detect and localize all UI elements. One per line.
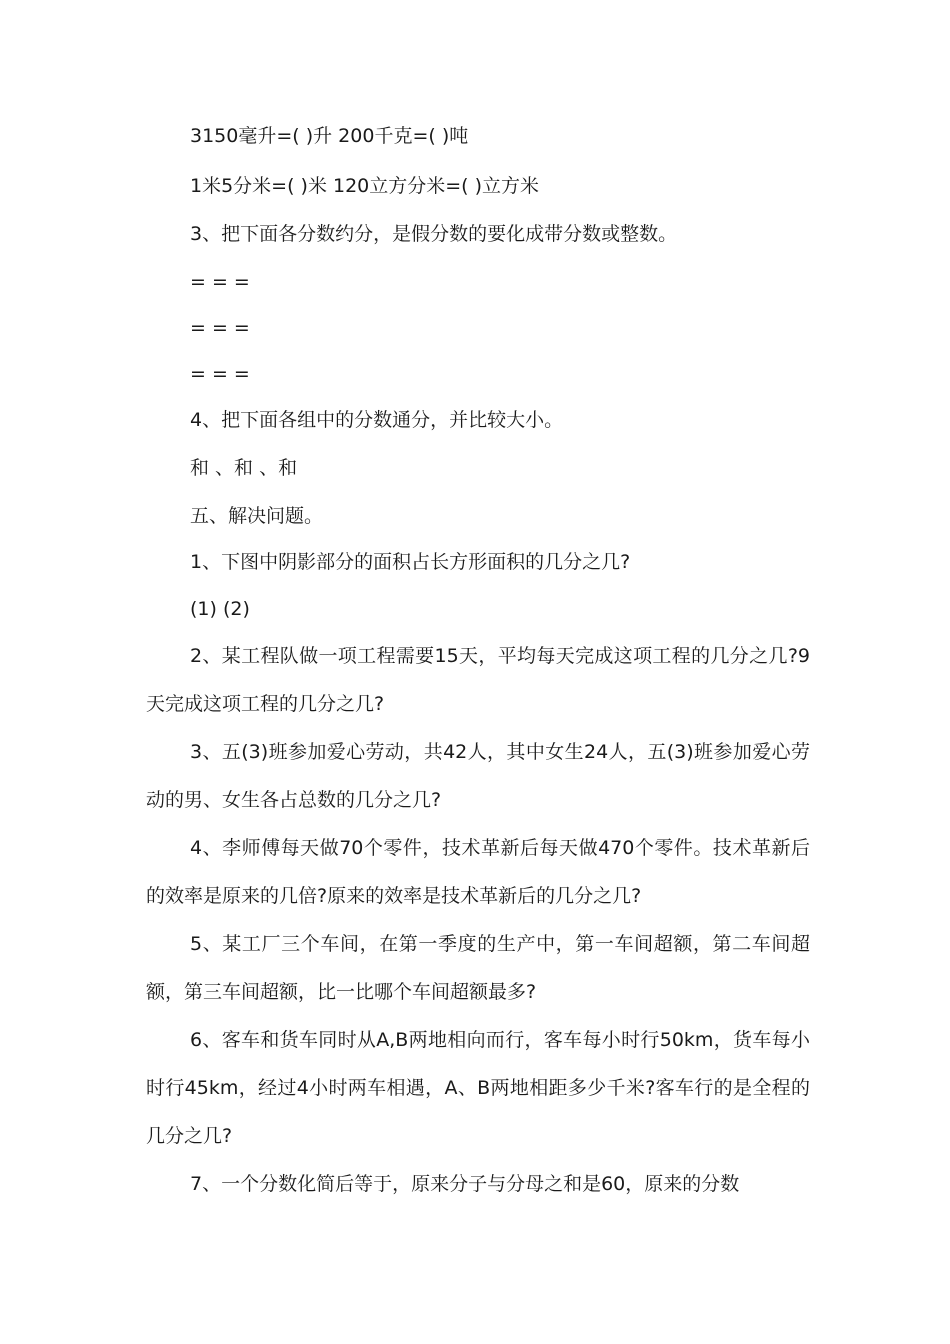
figure-labels: (1) (2) [190,598,250,620]
problem-6-paragraph: 6、客车和货车同时从A,B两地相向而行，客车每小时行50km，货车每小时行45km，经过4小时两车相遇，A、B两地相距多少千米?客车行的是全程的几分之几? [146,1029,810,1147]
problem-4-paragraph: 4、李师傅每天做70个零件，技术革新后每天做470个零件。技术革新后的效率是原来的几倍?原来的效率是技术革新后的几分之几? [146,837,810,907]
problem-1-text: 1、下图中阴影部分的面积占长方形面积的几分之几? [190,551,631,573]
question-3-heading: 3、把下面各分数约分，是假分数的要化成带分数或整数。 [190,223,678,245]
equation-row-3: = = = [190,363,250,385]
equation-row-1: = = = [190,271,250,293]
problem-7-paragraph: 7、一个分数化简后等于，原来分子与分母之和是60，原来的分数 [190,1173,740,1195]
unit-conversion-line-1: 3150毫升=( )升 200千克=( )吨 [190,125,469,147]
unit-conversion-line-2: 1米5分米=( )米 120立方分米=( )立方米 [190,175,540,197]
problem-5-paragraph: 5、某工厂三个车间，在第一季度的生产中，第一车间超额，第二车间超额，第三车间超额，比一比哪个车间超额最多? [146,933,810,1003]
equation-row-2: = = = [190,317,250,339]
problem-3-paragraph: 3、五(3)班参加爱心劳动，共42人，其中女生24人，五(3)班参加爱心劳动的男、女生各占总数的几分之几? [146,741,810,811]
question-4-heading: 4、把下面各组中的分数通分，并比较大小。 [190,409,564,431]
section-5-heading: 五、解决问题。 [190,505,324,527]
fraction-pairs-line: 和 、和 、和 [190,457,298,479]
problem-2-paragraph: 2、某工程队做一项工程需要15天，平均每天完成这项工程的几分之几?9天完成这项工程的几分之几? [146,645,810,715]
